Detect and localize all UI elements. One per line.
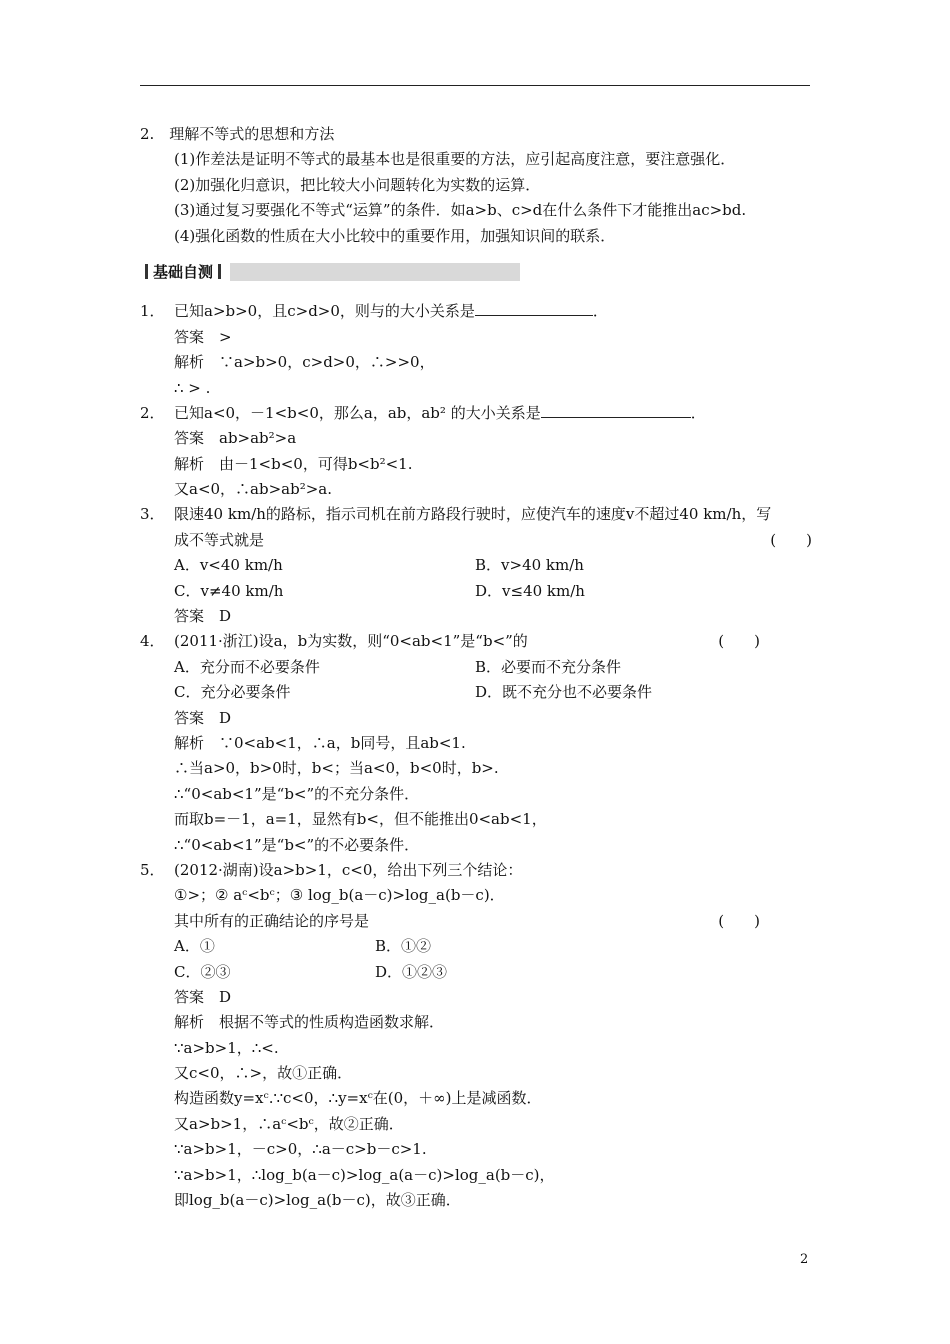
q5-question: [140, 909, 812, 934]
section-marker-left: [145, 264, 148, 279]
q2-analysis: 解析 由－1<b<0，可得b<b²<1.: [174, 454, 413, 473]
q5-analysis-5: 又a>b>1，∴aᶜ<bᶜ，故②正确．: [174, 1114, 404, 1133]
item2-point-4: (4)强化函数的性质在大小比较中的重要作用，加强知识间的联系．: [174, 226, 616, 245]
q1-answer-blank: [475, 301, 593, 316]
section-marker-right: [218, 264, 221, 279]
q2-tail: ．: [690, 403, 706, 422]
q2-answer-blank: [541, 403, 691, 418]
q5-answer: 答案 D: [174, 987, 232, 1006]
q1-analysis: 解析 ∵a>b>0，c>d>0，∴>>0，: [174, 353, 435, 372]
section-title: 基础自测: [153, 262, 214, 281]
q3-options-cd: [140, 579, 812, 604]
q5-paren: ( ): [718, 911, 760, 930]
q4-option-b: B．必要而不充分条件: [475, 657, 622, 676]
item2-point-1: (1)作差法是证明不等式的最基本也是很重要的方法，应引起高度注意，要注意强化．: [174, 150, 736, 169]
q1-number: 1．: [140, 302, 165, 321]
q4-paren: ( ): [718, 632, 760, 651]
q5-text: (2012·湖南)设a>b>1，c<0，给出下列三个结论：: [174, 860, 523, 879]
q2-stem: [140, 401, 812, 426]
q1-text: 已知a>b>0，且c>d>0，则与的大小关系是: [174, 302, 475, 321]
q4-analysis-5: ∴“0<ab<1”是“b<”的不必要条件．: [174, 835, 420, 854]
q4-options-ab: [140, 655, 812, 680]
q3-options-ab: [140, 553, 812, 578]
q5-statements: ①>；② aᶜ<bᶜ；③ log_b(a－c)>log_a(b－c)．: [174, 886, 505, 905]
item2-point-2: (2)加强化归意识，把比较大小问题转化为实数的运算．: [174, 175, 541, 194]
q3-text-2: 成不等式就是: [174, 530, 265, 549]
q4-analysis-3: ∴“0<ab<1”是“b<”的不充分条件．: [174, 784, 420, 803]
q5-option-a: A．①: [174, 937, 215, 956]
q3-answer: 答案 D: [174, 607, 232, 626]
q4-options-cd: [140, 680, 812, 705]
section-heading: [140, 261, 812, 286]
q4-analysis-2: ∴当a>0，b>0时，b<；当a<0，b<0时，b>.: [174, 759, 499, 778]
q5-analysis-1: 解析 根据不等式的性质构造函数求解．: [174, 1013, 445, 1032]
q5-option-b: B．①②: [375, 937, 432, 956]
q2-number: 2．: [140, 403, 165, 422]
q1-conclusion: ∴ > .: [174, 378, 211, 397]
q4-analysis-4: 而取b=－1，a=1，显然有b<，但不能推出0<ab<1，: [174, 810, 547, 829]
q5-option-d: D．①②③: [375, 962, 448, 981]
header-rule: [140, 85, 810, 86]
q3-stem-1: [140, 502, 812, 527]
q5-number: 5．: [140, 860, 165, 879]
page-number: 2: [800, 1252, 809, 1267]
q3-stem-2: [140, 528, 812, 553]
q4-analysis-1: 解析 ∵0<ab<1，∴a，b同号，且ab<1.: [174, 733, 466, 752]
q3-paren: ( ): [770, 530, 812, 549]
q5-analysis-2: ∵a>b>1，∴<.: [174, 1038, 279, 1057]
q1-stem: [140, 299, 812, 324]
q5-stem: [140, 858, 812, 883]
q3-option-a: A．v<40 km/h: [174, 556, 283, 575]
q3-option-c: C．v≠40 km/h: [174, 581, 284, 600]
item2-title: 2. 理解不等式的思想和方法: [140, 125, 335, 143]
q4-option-a: A．充分而不必要条件: [174, 657, 320, 676]
q2-conclusion: 又a<0，∴ab>ab²>a.: [174, 480, 333, 499]
q5-analysis-8: 即log_b(a－c)>log_a(b－c)，故③正确．: [174, 1191, 461, 1210]
item2-point-3: (3)通过复习要强化不等式“运算”的条件．如a>b、c>d在什么条件下才能推出ac>bd.: [174, 201, 747, 220]
q4-stem: [140, 629, 812, 654]
q3-text-1: 限速40 km/h的路标，指示司机在前方路段行驶时，应使汽车的速度v不超过40 km/h，写: [174, 505, 772, 524]
q5-analysis-3: 又c<0，∴>，故①正确．: [174, 1064, 353, 1083]
q5-analysis-4: 构造函数y=xᶜ.∵c<0，∴y=xᶜ在(0，＋∞)上是减函数．: [174, 1089, 542, 1108]
q3-option-d: D．v≤40 km/h: [475, 581, 585, 600]
q5-options-cd: [140, 960, 812, 985]
q3-number: 3．: [140, 505, 165, 524]
q5-option-c: C．②③: [174, 962, 231, 981]
q4-answer: 答案 D: [174, 708, 232, 727]
q1-answer: 答案 >: [174, 327, 232, 346]
q5-question-text: 其中所有的正确结论的序号是: [174, 911, 370, 930]
q2-answer: 答案 ab>ab²>a: [174, 429, 297, 448]
q4-number: 4．: [140, 632, 165, 651]
q1-tail: ．: [592, 302, 608, 321]
q5-options-ab: [140, 934, 812, 959]
document-body: [140, 122, 812, 1213]
q4-option-c: C．充分必要条件: [174, 683, 291, 702]
q4-text: (2011·浙江)设a，b为实数，则“0<ab<1”是“b<”的: [174, 632, 528, 651]
q4-option-d: D．既不充分也不必要条件: [475, 683, 653, 702]
q2-text: 已知a<0，－1<b<0，那么a，ab，ab² 的大小关系是: [174, 403, 541, 422]
q5-analysis-6: ∵a>b>1，－c>0，∴a－c>b－c>1.: [174, 1140, 427, 1159]
q5-analysis-7: ∵a>b>1，∴log_b(a－c)>log_a(a－c)>log_a(b－c)，: [174, 1165, 555, 1184]
q3-option-b: B．v>40 km/h: [475, 556, 584, 575]
